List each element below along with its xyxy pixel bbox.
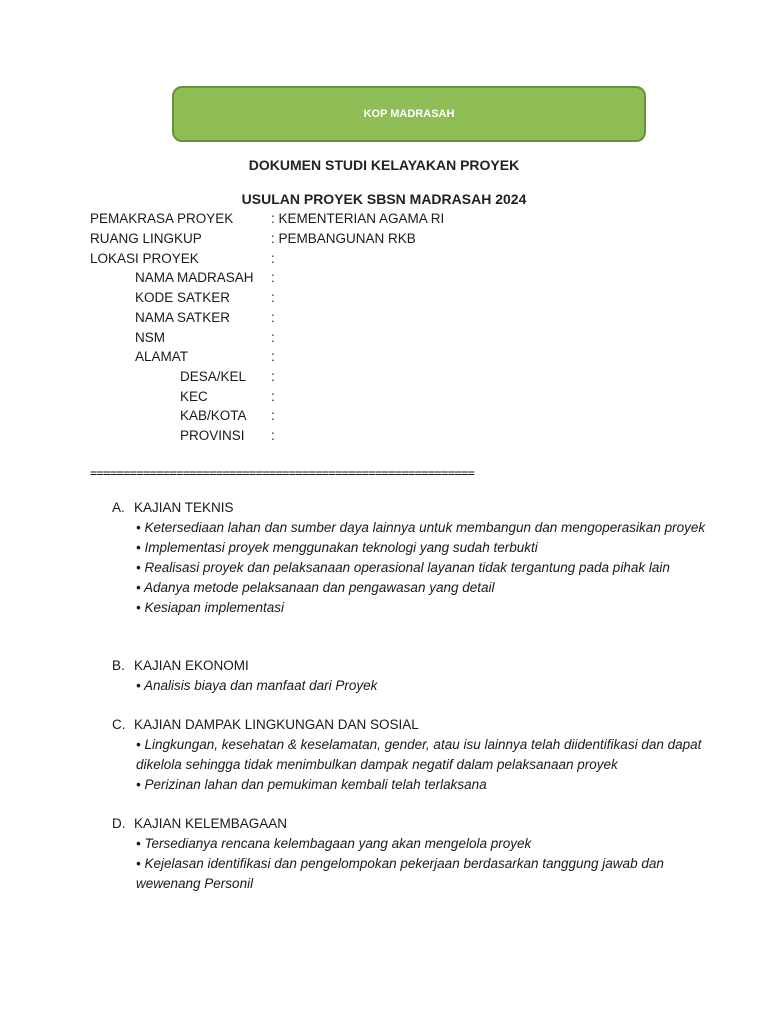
field-label: KEC: [180, 389, 208, 404]
kop-madrasah-label: KOP MADRASAH: [363, 108, 455, 120]
field-value: :: [271, 389, 275, 404]
field-label: ALAMAT: [135, 349, 189, 364]
section-kajian-teknis: [112, 498, 712, 618]
section-kajian-kelembagaan: [112, 814, 712, 894]
section-letter: C.: [112, 717, 126, 732]
kop-madrasah-box: [172, 86, 646, 142]
bullet-item: • Lingkungan, kesehatan & keselamatan, gender, atau isu lainnya telah diidentifikasi dan dapat dikelola sehingga tidak menimbulkan dampak negatif dalam pelaksanaan proyek: [136, 737, 702, 772]
bullet-item: • Kejelasan identifikasi dan pengelompokan pekerjaan berdasarkan tanggung jawab dan wewenang Personil: [136, 856, 664, 891]
section-heading: KAJIAN TEKNIS: [134, 500, 234, 515]
section-letter: B.: [112, 658, 125, 673]
section-letter: D.: [112, 816, 126, 831]
field-value: :: [271, 369, 275, 384]
field-value: :: [271, 330, 275, 345]
bullet-item: • Implementasi proyek menggunakan teknologi yang sudah terbukti: [136, 540, 538, 555]
bullet-item: • Ketersediaan lahan dan sumber daya lainnya untuk membangun dan mengoperasikan proyek: [136, 520, 706, 535]
section-heading: KAJIAN EKONOMI: [134, 658, 249, 673]
field-label: KAB/KOTA: [180, 408, 247, 423]
field-label: NAMA SATKER: [135, 310, 231, 325]
field-value: :: [271, 428, 275, 443]
field-label: PEMAKRASA PROYEK: [90, 211, 234, 226]
separator-line: ==========================================================: [90, 466, 475, 480]
field-value: :: [271, 290, 275, 305]
document-subtitle: USULAN PROYEK SBSN MADRASAH 2024: [241, 191, 527, 207]
bullet-list: [112, 834, 712, 894]
field-value: :: [271, 270, 275, 285]
section-heading: KAJIAN DAMPAK LINGKUNGAN DAN SOSIAL: [134, 717, 419, 732]
field-label: NSM: [135, 330, 165, 345]
field-label: KODE SATKER: [135, 290, 231, 305]
bullet-item: • Perizinan lahan dan pemukiman kembali telah terlaksana: [136, 777, 487, 792]
field-label: DESA/KEL: [180, 369, 247, 384]
field-label: RUANG LINGKUP: [90, 231, 202, 246]
field-value: : PEMBANGUNAN RKB: [271, 231, 416, 246]
field-value: :: [271, 408, 275, 423]
field-label: PROVINSI: [180, 428, 245, 443]
field-value: :: [271, 251, 275, 266]
field-value: :: [271, 349, 275, 364]
field-label: NAMA MADRASAH: [135, 270, 254, 285]
section-kajian-dampak-lingkungan: [112, 715, 712, 795]
bullet-item: • Tersedianya rencana kelembagaan yang akan mengelola proyek: [136, 836, 532, 851]
field-label: LOKASI PROYEK: [90, 251, 199, 266]
bullet-item: • Realisasi proyek dan pelaksanaan operasional layanan tidak tergantung pada pihak lain: [136, 560, 670, 575]
bullet-item: • Kesiapan implementasi: [136, 600, 285, 615]
field-value: : KEMENTERIAN AGAMA RI: [271, 211, 445, 226]
bullet-list: [112, 676, 712, 696]
bullet-item: • Adanya metode pelaksanaan dan pengawasan yang detail: [136, 580, 495, 595]
section-letter: A.: [112, 500, 125, 515]
bullet-item: • Analisis biaya dan manfaat dari Proyek: [136, 678, 378, 693]
field-value: :: [271, 310, 275, 325]
bullet-list: [112, 518, 712, 618]
section-heading: KAJIAN KELEMBAGAAN: [134, 816, 288, 831]
bullet-list: [112, 735, 712, 795]
document-title: DOKUMEN STUDI KELAYAKAN PROYEK: [248, 157, 520, 173]
section-kajian-ekonomi: [112, 656, 712, 696]
